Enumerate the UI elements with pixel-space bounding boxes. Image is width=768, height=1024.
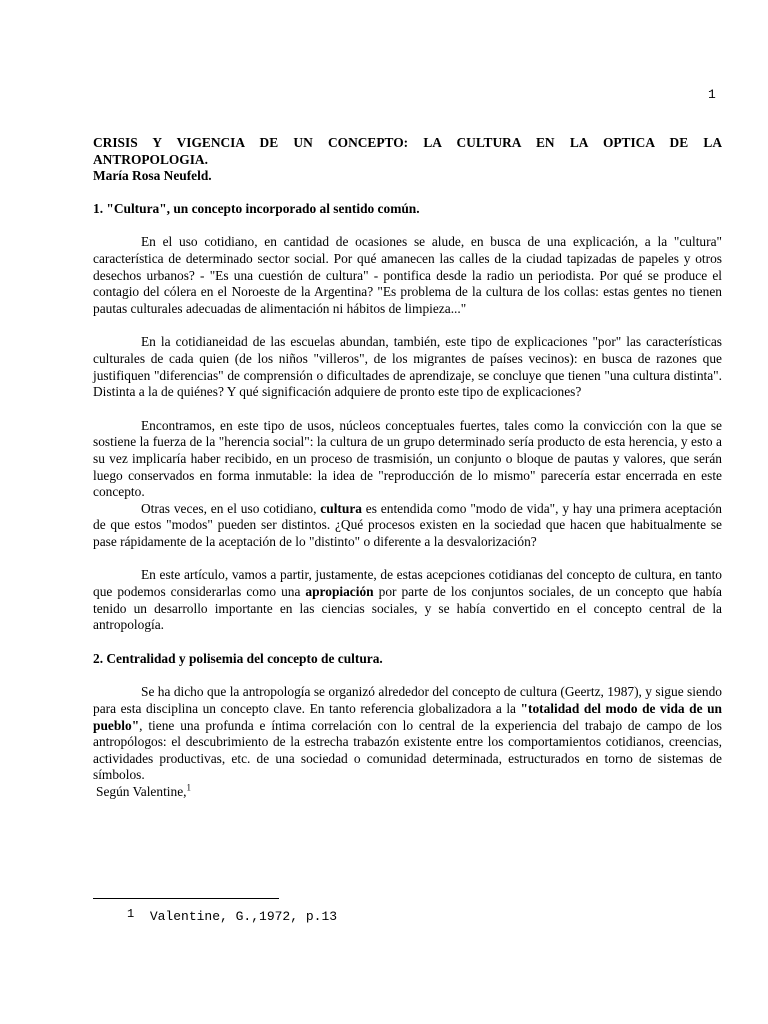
section-1-paragraph-4 bbox=[93, 501, 722, 551]
article-title-line-1: CRISIS Y VIGENCIA DE UN CONCEPTO: LA CULTURA EN LA OPTICA DE LA bbox=[93, 135, 722, 150]
footnote-reference-1[interactable]: 1 bbox=[186, 782, 191, 793]
paragraph-5-text-end: por parte de los conjuntos sociales, de un concepto que había tenido un desarrollo importante en las ciencias sociales, y se había convertido en el concepto central de la antropología. bbox=[93, 584, 722, 633]
article-title-line-2: ANTROPOLOGIA. bbox=[93, 151, 208, 167]
section-1-paragraph-3: Encontramos, en este tipo de usos, núcleos conceptuales fuertes, tales como la convicción con la que se sostiene la fuerza de la "herencia social": la cultura de un grupo determinado sería producto de esta herencia, y esto a su vez implicaría haber recibido, en un proceso de trasmisión, un conjunto o bloque de pautas y valores, que serán luego conservados en forma inmutable: la idea de "reproducción de lo mismo" parecería estar encerrada en este concepto. bbox=[93, 417, 722, 500]
article-title-block bbox=[93, 135, 722, 185]
section-1-heading: 1. "Cultura", un concepto incorporado al sentido común. bbox=[93, 200, 420, 216]
section-2-paragraph-1-text-start: Se ha dicho que la antropología se organizó alrededor del concepto de cultura (Geertz, 1987), y sigue siendo para esta disciplina un concepto clave. En tanto referencia globalizadora a la bbox=[93, 684, 722, 717]
footnote-mark: 1 bbox=[127, 907, 135, 921]
section-1-paragraph-2: En la cotidianeidad de las escuelas abundan, también, este tipo de explicaciones "por" las características culturales de cada quien (de los niños "villeros", de los migrantes de países vecinos): en busca de razones que justifiquen "diferencias" de comprensión o dificultades de aprendizaje, se concluye que tienen "una cultura distinta". Distinta a la de quiénes? Y qué significación adquiere de pronto este tipo de explicaciones? bbox=[93, 334, 722, 400]
section-2-paragraph-1-text-end: , tiene una profunda e íntima correlación con lo central de la experiencia del trabajo de campo de los antropólogos: el descubrimiento de la estrecha trabazón existente entre los comportamientos cotidianos, creencias, actividades productivas, etc. de una sociedad o comunidad determinada, estructurados en torno de sistemas de símbolos. bbox=[93, 717, 722, 783]
section-2-paragraph-2 bbox=[93, 784, 722, 801]
section-2-emphasis-totalidad: "totalidad del modo de vida de un pueblo" bbox=[93, 701, 722, 733]
section-2-heading: 2. Centralidad y polisemia del concepto de cultura. bbox=[93, 650, 383, 666]
article-author: María Rosa Neufeld. bbox=[93, 168, 212, 184]
paragraph-4-emphasis-cultura: cultura bbox=[320, 500, 362, 516]
document-body bbox=[93, 135, 722, 801]
paragraph-4-text-start: Otras veces, en el uso cotidiano, bbox=[141, 500, 321, 516]
page-number: 1 bbox=[708, 87, 716, 102]
footnote-1 bbox=[127, 906, 337, 925]
paragraph-4-text-end: es entendida como "modo de vida", y hay una primera aceptación de que estos "modos" pueden ser distintos. ¿Qué procesos existen en la sociedad que hacen que habitualmente se pase rápidamente de la aceptación de lo "distinto" o diferente a la desvalorización? bbox=[93, 500, 723, 549]
section-1-paragraph-1: En el uso cotidiano, en cantidad de ocasiones se alude, en busca de una explicación, a la "cultura" característica de determinado sector social. Por qué amanecen las calles de la ciudad tapizadas de papeles y otros desechos urbanos? - "Es una cuestión de cultura" - pontifica desde la radio un periodista. Por qué se produce el contagio del cólera en el Noroeste de la Argentina? "Es problema de la cultura de los collas: estas gentes no tienen pautas culturales adecuadas de alimentación ni hábitos de limpieza..." bbox=[93, 234, 722, 316]
paragraph-5-emphasis-apropiacion: apropiación bbox=[305, 584, 374, 600]
section-1-paragraph-5 bbox=[93, 567, 722, 633]
paragraph-5-text-start: En este artículo, vamos a partir, justamente, de estas acepciones cotidianas del concepto de cultura, en tanto que podemos considerarlas como una bbox=[93, 567, 722, 600]
section-2-paragraph-1 bbox=[93, 684, 722, 784]
valentine-intro-text: Según Valentine, bbox=[96, 784, 187, 799]
footnote-text: Valentine, G.,1972, p.13 bbox=[149, 909, 338, 924]
footnote-separator bbox=[93, 898, 279, 899]
